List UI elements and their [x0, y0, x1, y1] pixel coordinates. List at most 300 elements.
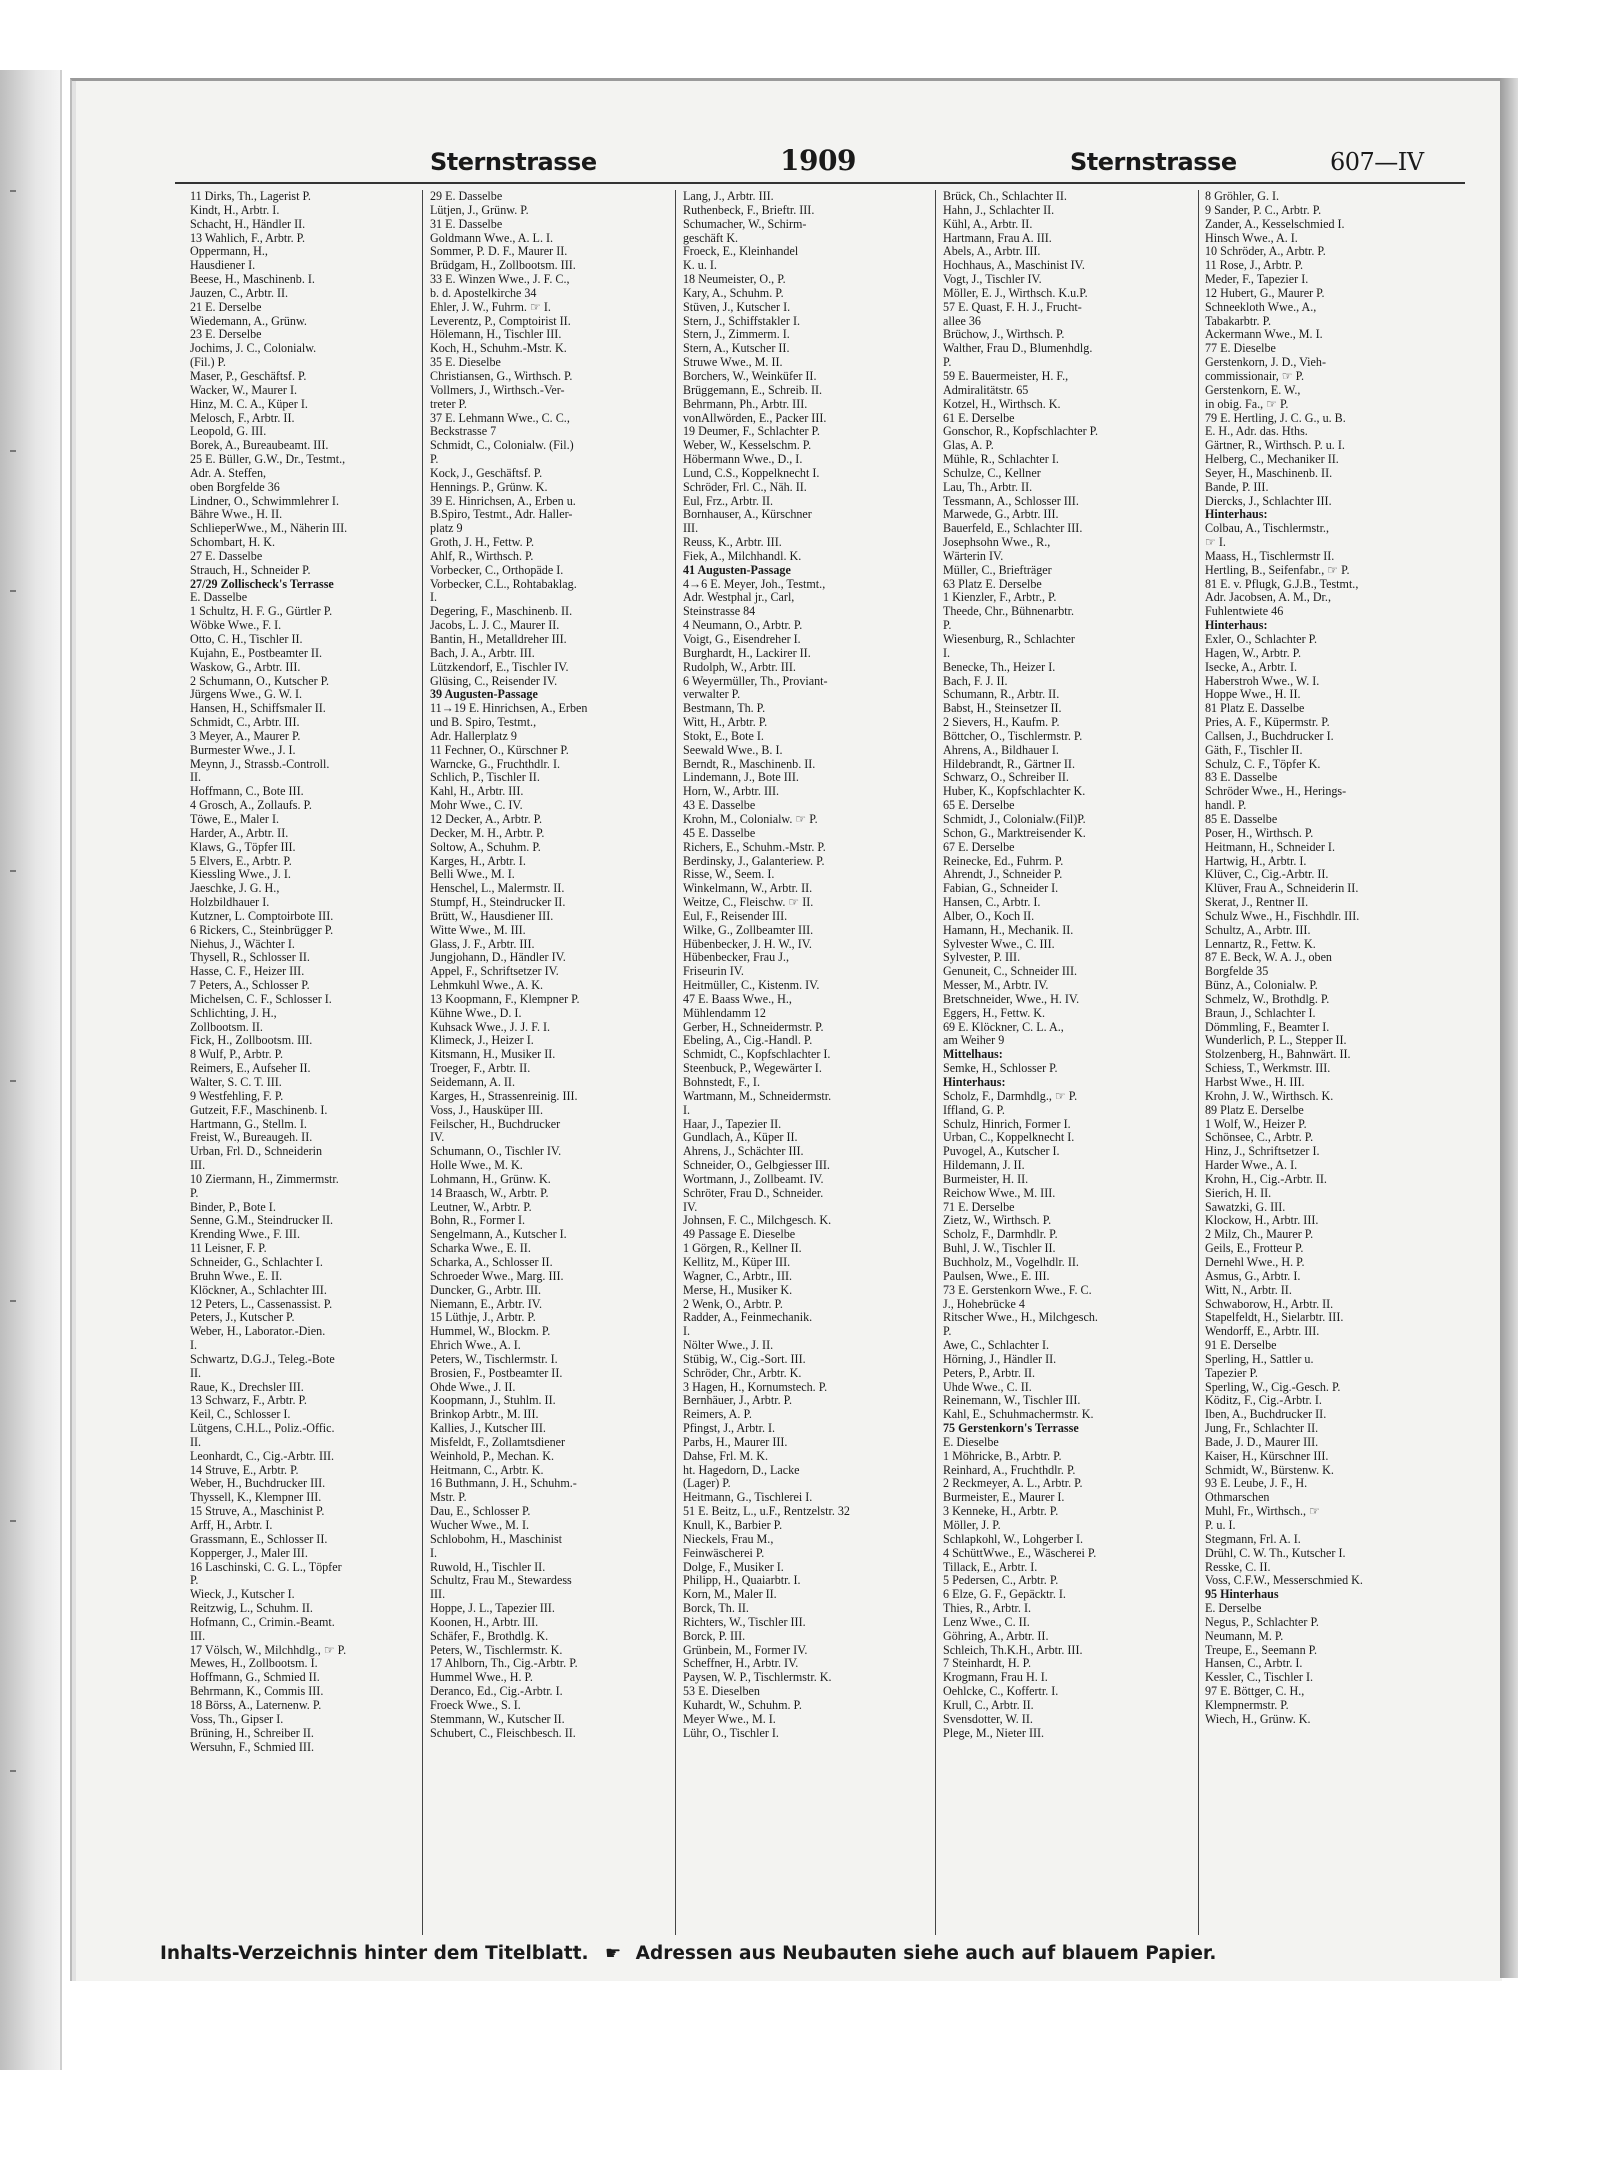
directory-entry: P.: [943, 619, 952, 633]
directory-entry: Hinz, M. C. A., Küper I.: [190, 397, 308, 411]
edge-mark: [10, 1300, 16, 1302]
directory-entry: Beese, H., Maschinenb. I.: [190, 273, 315, 287]
directory-entry: 2 Milz, Ch., Maurer P.: [1205, 1228, 1314, 1242]
directory-entry: II.: [190, 1435, 202, 1449]
directory-entry: Christiansen, G., Wirthsch. P.: [430, 369, 573, 383]
directory-entry: Otto, C. H., Tischler II.: [190, 633, 303, 646]
directory-entry: ht. Hagedorn, D., Lacke: [683, 1463, 800, 1477]
directory-entry: 13 Schwarz, F., Arbtr. P.: [190, 1394, 307, 1408]
directory-entry: II.: [190, 771, 202, 785]
directory-entry: Lennartz, R., Fettw. K.: [1205, 937, 1316, 951]
directory-entry: 7 Peters, A., Schlosser P.: [190, 979, 310, 993]
directory-entry: Weitze, C., Fleischw. ☞ II.: [683, 896, 814, 910]
directory-entry: Walter, S. C. T. III.: [190, 1076, 282, 1089]
directory-entry: Awe, C., Schlachter I.: [943, 1339, 1050, 1353]
directory-entry: II.: [190, 1366, 202, 1380]
directory-entry: Glas, A. P.: [943, 439, 994, 453]
directory-entry: Jungjohann, D., Händler IV.: [430, 951, 566, 965]
directory-entry: Berndt, R., Maschinenb. II.: [683, 757, 816, 771]
directory-entry: Schumann, R., Arbtr. II.: [943, 688, 1060, 702]
directory-entry: 3 Hagen, H., Kornumstech. P.: [683, 1380, 828, 1394]
directory-entry: Sylvester Wwe., C. III.: [943, 937, 1055, 951]
directory-entry: Nieckels, Frau M.,: [683, 1532, 774, 1546]
directory-entry: Schröter, Frau D., Schneider.: [683, 1186, 824, 1200]
directory-entry: Lütgens, C.H.L., Poliz.-Offic.: [190, 1422, 335, 1436]
directory-entry: Witt, N., Arbtr. II.: [1205, 1283, 1292, 1297]
directory-entry: Krull, C., Arbtr. II.: [943, 1698, 1034, 1712]
directory-entry: Hartmann, Frau A. III.: [943, 231, 1052, 245]
directory-entry: Bande, P. III.: [1205, 480, 1269, 494]
directory-entry: Raue, K., Drechsler III.: [190, 1380, 304, 1394]
directory-entry: Leutner, W., Arbtr. P.: [430, 1200, 532, 1214]
directory-entry: Schulze, C., Kellner: [943, 466, 1041, 480]
directory-entry: Bohnstedt, F., I.: [683, 1076, 760, 1089]
directory-entry: Stübig, W., Cig.-Sort. III.: [683, 1352, 806, 1366]
directory-entry: Lindemann, J., Bote III.: [683, 771, 799, 785]
directory-entry: Berdinsky, J., Galanteriew. P.: [683, 854, 825, 868]
directory-entry: Maser, P., Geschäftsf. P.: [190, 369, 307, 383]
directory-entry: Bauerfeld, E., Schlachter III.: [943, 522, 1083, 536]
directory-entry: Brück, Ch., Schlachter II.: [943, 190, 1067, 203]
directory-entry: Kessler, C., Tischler I.: [1205, 1671, 1314, 1685]
directory-entry: Steinstrasse 84: [683, 605, 756, 619]
directory-entry: Behrmann, Ph., Arbtr. III.: [683, 397, 808, 411]
directory-entry: Reimers, A. P.: [683, 1408, 752, 1422]
directory-entry: 89 Platz E. Derselbe: [1205, 1103, 1304, 1117]
directory-entry: geschäft K.: [683, 231, 739, 245]
directory-entry: Henschel, L., Malermstr. II.: [430, 882, 565, 896]
directory-entry: Lohmann, H., Grünw. K.: [430, 1172, 551, 1186]
directory-entry: Semke, H., Schlosser P.: [943, 1062, 1058, 1076]
directory-entry: Senne, G.M., Steindrucker II.: [190, 1214, 334, 1228]
directory-entry: Reinhard, A., Fruchthdlr. P.: [943, 1463, 1076, 1477]
directory-entry: Klüver, Frau A., Schneiderin II.: [1205, 882, 1359, 896]
directory-entry: Wortmann, J., Zollbeamt. IV.: [683, 1172, 824, 1186]
directory-entry: Brinkop Arbtr., M. III.: [430, 1408, 539, 1422]
directory-entry: Gundlach, A., Küper II.: [683, 1131, 798, 1145]
directory-entry: Weber, W., Kesselschm. P.: [683, 439, 812, 453]
directory-entry: 2 Reckmeyer, A. L., Arbtr. P.: [943, 1477, 1083, 1491]
directory-entry: Stegmann, Frl. A. I.: [1205, 1532, 1301, 1546]
directory-entry: Harbst Wwe., H. III.: [1205, 1076, 1305, 1089]
directory-entry: Klockow, H., Arbtr. III.: [1205, 1214, 1319, 1228]
directory-entry: Höbermann Wwe., D., I.: [683, 453, 803, 467]
directory-entry: Schulz Wwe., H., Fischhdlr. III.: [1205, 909, 1360, 923]
directory-entry: Burmester Wwe., J. I.: [190, 743, 296, 757]
directory-entry: 8 Gröhler, G. I.: [1205, 190, 1280, 203]
directory-entry: Richters, W., Tischler III.: [683, 1615, 806, 1629]
directory-entry: 10 Ziermann, H., Zimmermstr.: [190, 1172, 339, 1186]
directory-entry: Iffland, G. P.: [943, 1103, 1005, 1117]
directory-entry: Schneider, G., Schlachter I.: [190, 1255, 323, 1269]
directory-entry: 23 E. Derselbe: [190, 328, 262, 342]
directory-entry: 93 E. Leube, J. F., H.: [1205, 1477, 1308, 1491]
directory-entry: Keil, C., Schlosser I.: [190, 1408, 291, 1422]
directory-entry: Karges, H., Arbtr. I.: [430, 854, 526, 868]
directory-entry: 11→19 E. Hinrichsen, A., Erben: [430, 702, 588, 716]
directory-entry: Harder, A., Arbtr. II.: [190, 826, 289, 840]
directory-entry: 63 Platz E. Derselbe: [943, 577, 1042, 591]
directory-entry: 12 Decker, A., Arbtr. P.: [430, 812, 543, 826]
directory-entry: Diercks, J., Schlachter III.: [1205, 494, 1332, 508]
directory-entry: Mewes, H., Zollbootsm. I.: [190, 1657, 318, 1671]
directory-entry: Steenbuck, P., Wegewärter I.: [683, 1062, 822, 1076]
directory-entry: 47 E. Baass Wwe., H.,: [683, 992, 792, 1006]
directory-entry: 83 E. Dasselbe: [1205, 771, 1278, 785]
directory-entry: Kallies, J., Kutscher III.: [430, 1422, 546, 1436]
directory-entry: Fick, H., Zollbootsm. III.: [190, 1034, 313, 1048]
directory-entry: Möller, J. P.: [943, 1519, 1001, 1532]
directory-entry: Mohr Wwe., C. IV.: [430, 799, 523, 813]
directory-entry: 4 SchüttWwe., E., Wäscherei P.: [943, 1546, 1097, 1560]
directory-entry: Vollmers, J., Wirthsch.-Ver-: [430, 383, 565, 397]
directory-entry: Vorbecker, C., Orthopäde I.: [430, 563, 564, 577]
directory-entry: Eul, F., Reisender III.: [683, 909, 788, 923]
directory-entry: Klöckner, A., Schlachter III.: [190, 1283, 327, 1297]
directory-entry: Knull, K., Barbier P.: [683, 1519, 783, 1532]
directory-entry: Ahrendt, J., Schneider P.: [943, 868, 1063, 882]
directory-entry: Schultz, A., Arbtr. III.: [1205, 923, 1311, 937]
directory-entry: Stumpf, H., Steindrucker II.: [430, 896, 566, 910]
directory-entry: Maass, H., Tischlermstr II.: [1205, 549, 1335, 563]
directory-entry: Ruthenbeck, F., Brieftr. III.: [683, 203, 815, 217]
directory-entry: 45 E. Dasselbe: [683, 826, 756, 840]
directory-entry: E. H., Adr. das. Hths.: [1205, 425, 1308, 439]
directory-entry: P.: [190, 1186, 199, 1200]
directory-entry: Skerat, J., Rentner II.: [1205, 896, 1309, 910]
directory-entry: Bähre Wwe., H. II.: [190, 508, 283, 522]
directory-entry: Schulz, Hinrich, Former I.: [943, 1117, 1071, 1131]
directory-entry: 27 E. Dasselbe: [190, 549, 263, 563]
directory-entry: Lau, Th., Arbtr. II.: [943, 480, 1033, 494]
directory-entry: Kary, A., Schuhm. P.: [683, 286, 784, 300]
directory-entry: Ebeling, A., Cig.-Handl. P.: [683, 1034, 813, 1048]
directory-entry: Richers, E., Schuhm.-Mstr. P.: [683, 840, 826, 854]
directory-entry: Hübenbecker, Frau J.,: [683, 951, 789, 965]
directory-entry: 17 Völsch, W., Milchhdlg., ☞ P.: [190, 1643, 347, 1657]
directory-entry: Hertling, B., Seifenfabr., ☞ P.: [1205, 563, 1350, 577]
directory-entry: treter P.: [430, 397, 467, 411]
directory-entry: b. d. Apostelkirche 34: [430, 286, 537, 300]
directory-entry: Schmidt, W., Bürstenw. K.: [1205, 1463, 1334, 1477]
directory-entry: Binder, P., Bote I.: [190, 1200, 276, 1214]
directory-entry: Korn, M., Maler II.: [683, 1588, 777, 1602]
directory-entry: Schon, G., Marktreisender K.: [943, 826, 1086, 840]
directory-entry: Ackermann Wwe., M. I.: [1205, 328, 1323, 342]
directory-entry: Voss, J., Hausküper III.: [430, 1103, 543, 1117]
directory-entry: Borgfelde 35: [1205, 965, 1269, 979]
directory-entry: Hausdiener I.: [190, 259, 256, 273]
directory-entry: Schlobohm, H., Maschinist: [430, 1532, 563, 1546]
directory-entry: Hoppe, J. L., Tapezier III.: [430, 1602, 555, 1616]
directory-entry: Resske, C. II.: [1205, 1560, 1271, 1574]
directory-entry: 14 Struve, E., Arbtr. P.: [190, 1463, 299, 1477]
directory-entry: Othmarschen: [1205, 1491, 1270, 1505]
page-number: 607—IV: [1330, 148, 1424, 176]
directory-entry: Friseurin IV.: [683, 965, 744, 979]
directory-entry: Adr. A. Steffen,: [190, 466, 267, 480]
directory-entry: Stüven, J., Kutscher I.: [683, 300, 791, 314]
directory-entry: Grünbein, M., Former IV.: [683, 1643, 808, 1657]
directory-entry: 65 E. Derselbe: [943, 799, 1015, 813]
directory-entry: Buhl, J. W., Tischler II.: [943, 1242, 1056, 1256]
directory-entry: Gutzeit, F.F., Maschinenb. I.: [190, 1103, 328, 1117]
directory-entry: Schmidt, J., Colonialw.(Fil)P.: [943, 812, 1086, 826]
directory-entry: III.: [190, 1159, 206, 1173]
directory-entry: Koonen, H., Arbtr. III.: [430, 1615, 539, 1629]
directory-entry: Kahl, H., Arbtr. III.: [430, 785, 524, 799]
directory-entry: Dolge, F., Musiker I.: [683, 1560, 784, 1574]
directory-entry: Merse, H., Musiker K.: [683, 1283, 793, 1297]
directory-entry: 29 E. Dasselbe: [430, 190, 503, 203]
directory-entry: Kindt, H., Arbtr. I.: [190, 203, 280, 217]
directory-entry: 11 Dirks, Th., Lagerist P.: [190, 190, 311, 203]
directory-entry: handl. P.: [1205, 799, 1247, 813]
directory-entry: Voss, Th., Gipser I.: [190, 1712, 284, 1726]
directory-entry: Messer, M., Arbtr. IV.: [943, 979, 1049, 993]
directory-entry: 9 Sander, P. C., Arbtr. P.: [1205, 203, 1322, 217]
directory-entry: 57 E. Quast, F. H. J., Frucht-: [943, 300, 1082, 314]
directory-entry: P.: [943, 1325, 952, 1339]
directory-entry: Bohn, R., Former I.: [430, 1214, 526, 1228]
directory-entry: 3 Meyer, A., Maurer P.: [190, 729, 301, 743]
directory-entry: IV.: [683, 1200, 698, 1214]
directory-entry: Stapelfeldt, H., Sielarbtr. III.: [1205, 1311, 1344, 1325]
directory-entry: Schmidt, C., Kopfschlachter I.: [683, 1048, 831, 1062]
directory-entry: Isecke, A., Arbtr. I.: [1205, 660, 1298, 674]
directory-entry: und B. Spiro, Testmt.,: [430, 716, 537, 730]
directory-entry: Krohn, M., Colonialw. ☞ P.: [683, 812, 818, 826]
directory-entry: Hennings. P., Grünw. K.: [430, 480, 548, 494]
directory-entry: 19 Deumer, F., Schlachter P.: [683, 425, 820, 439]
directory-entry: Wagner, C., Arbtr., III.: [683, 1269, 793, 1283]
directory-entry: Meyer Wwe., M. I.: [683, 1712, 776, 1726]
directory-entry: ☞ I.: [1205, 536, 1226, 550]
directory-entry: Wilke, G., Zollbeamter III.: [683, 923, 814, 937]
directory-entry: Froeck Wwe., S. I.: [430, 1698, 521, 1712]
directory-entry: I.: [683, 1103, 691, 1117]
directory-entry: Michelsen, C. F., Schlosser I.: [190, 992, 332, 1006]
directory-entry: 95 Hinterhaus: [1205, 1588, 1279, 1602]
directory-entry: Hübenbecker, J. H. W., IV.: [683, 937, 812, 951]
directory-entry: Gerstenkorn, E. W.,: [1205, 383, 1301, 397]
directory-entry: Wendorff, E., Arbtr. III.: [1205, 1325, 1320, 1339]
directory-entry: Fuhlentwiete 46: [1205, 605, 1284, 619]
directory-entry: Ruwold, H., Tischler II.: [430, 1560, 546, 1574]
directory-entry: Marwede, G., Arbtr. III.: [943, 508, 1059, 522]
directory-entry: Gerber, H., Schneidermstr. P.: [683, 1020, 824, 1034]
directory-entry: Puvogel, A., Kutscher I.: [943, 1145, 1060, 1159]
footer-note-index: Inhalts-Verzeichnis hinter dem Titelblatt.: [160, 1943, 589, 1964]
directory-entry: Scholz, F., Darmhdlr. P.: [943, 1228, 1058, 1242]
directory-entry: Buchholz, M., Vogelhdlr. II.: [943, 1255, 1079, 1269]
directory-entry: Theede, Chr., Bühnenarbtr.: [943, 605, 1074, 619]
directory-entry: Jochims, J. C., Colonialw.: [190, 342, 317, 356]
directory-entry: Urban, C., Koppelknecht I.: [943, 1131, 1075, 1145]
directory-entry: Vorbecker, C.L., Rohtabaklag.: [430, 577, 577, 591]
directory-entry: Kellitz, M., Küper III.: [683, 1255, 791, 1269]
directory-entry: Hartmann, G., Stellm. I.: [190, 1117, 307, 1131]
edge-mark: [10, 1080, 16, 1082]
directory-entry: Exler, O., Schlachter P.: [1205, 633, 1318, 646]
directory-entry: 59 E. Bauermeister, H. F.,: [943, 369, 1069, 383]
directory-entry: 87 E. Beck, W. A. J., oben: [1205, 951, 1332, 965]
directory-entry: Hansen, H., Schiffsmaler II.: [190, 702, 326, 716]
directory-entry: Froeck, E., Kleinhandel: [683, 245, 799, 259]
directory-entry: Krohn, J. W., Wirthsch. K.: [1205, 1089, 1334, 1103]
page-header: [100, 142, 1480, 186]
directory-entry: Dernehl Wwe., H. P.: [1205, 1255, 1305, 1269]
year: 1909: [780, 144, 856, 177]
directory-entry: Behrmann, K., Commis III.: [190, 1685, 324, 1699]
directory-entry: 2 Wenk, O., Arbtr. P.: [683, 1297, 783, 1311]
directory-entry: P.: [190, 1574, 199, 1588]
directory-entry: Hölemann, H., Tischler III.: [430, 328, 562, 342]
directory-entry: 73 E. Gerstenkorn Wwe., F. C.: [943, 1283, 1092, 1297]
directory-entry: Brütt, W., Hausdiener III.: [430, 909, 554, 923]
directory-entry: I.: [430, 591, 438, 605]
directory-entry: 69 E. Klöckner, C. L. A.,: [943, 1020, 1064, 1034]
directory-entry: Troeger, F., Arbtr. II.: [430, 1062, 531, 1076]
directory-entry: Josephsohn Wwe., R.,: [943, 536, 1051, 550]
directory-entry: Leopold, G. III.: [190, 425, 267, 439]
directory-entry: Heitmann, H., Schneider I.: [1205, 840, 1335, 854]
directory-entry: Treupe, E., Seemann P.: [1205, 1643, 1318, 1657]
directory-entry: Schulz, C. F., Töpfer K.: [1205, 757, 1321, 771]
directory-entry: 39 Augusten-Passage: [430, 688, 538, 702]
directory-entry: Hildemann, J. II.: [943, 1159, 1025, 1173]
directory-entry: Eul, Frz., Arbtr. II.: [683, 494, 774, 508]
column-5: [1205, 190, 1447, 1935]
directory-entry: Kaiser, H., Kürschner III.: [1205, 1449, 1329, 1463]
directory-entry: Niemann, E., Arbtr. IV.: [430, 1297, 542, 1311]
directory-entry: Harder Wwe., A. I.: [1205, 1159, 1298, 1173]
directory-entry: 71 E. Derselbe: [943, 1200, 1015, 1214]
directory-entry: 13 Wahlich, F., Arbtr. P.: [190, 231, 306, 245]
directory-entry: Kotzel, H., Wirthsch. K.: [943, 397, 1061, 411]
directory-entry: Gärtner, R., Wirthsch. P. u. I.: [1205, 439, 1345, 453]
directory-entry: Lehmkuhl Wwe., A. K.: [430, 979, 543, 993]
directory-entry: Wucher Wwe., M. I.: [430, 1519, 530, 1532]
directory-entry: Hasse, C. F., Heizer III.: [190, 965, 305, 979]
directory-entry: Lenz Wwe., C. II.: [943, 1615, 1030, 1629]
directory-entry: platz 9: [430, 522, 463, 536]
directory-entry: Thies, R., Arbtr. I.: [943, 1602, 1032, 1616]
directory-entry: Adr. Westphal jr., Carl,: [683, 591, 795, 605]
column-divider: [1198, 190, 1199, 1935]
directory-entry: Sommer, P. D. F., Maurer II.: [430, 245, 568, 259]
directory-entry: Soltow, A., Schuhm. P.: [430, 840, 541, 854]
directory-entry: Wunderlich, P. L., Stepper II.: [1205, 1034, 1347, 1048]
directory-entry: 17 Ahlborn, Th., Cig.-Arbtr. P.: [430, 1657, 578, 1671]
directory-entry: Bade, J. D., Maurer III.: [1205, 1435, 1319, 1449]
directory-entry: 5 Elvers, E., Arbtr. P.: [190, 854, 292, 868]
directory-entry: Reichow Wwe., M. III.: [943, 1186, 1056, 1200]
directory-entry: Lütjen, J., Grünw. P.: [430, 203, 529, 217]
directory-entry: Gäth, F., Tischler II.: [1205, 743, 1303, 757]
directory-entry: Stern, A., Kutscher II.: [683, 342, 790, 356]
directory-entry: 11 Fechner, O., Kürschner P.: [430, 743, 569, 757]
directory-entry: 2 Schumann, O., Kutscher P.: [190, 674, 330, 688]
column-2: [430, 190, 666, 1935]
directory-entry: Seidemann, A. II.: [430, 1076, 515, 1089]
directory-entry: Reinecke, Ed., Fuhrm. P.: [943, 854, 1064, 868]
directory-entry: Heitmann, C., Arbtr. K.: [430, 1463, 544, 1477]
directory-entry: Seewald Wwe., B. I.: [683, 743, 783, 757]
directory-entry: 1 Schultz, H. F. G., Gürtler P.: [190, 605, 333, 619]
directory-entry: Schmidt, C., Colonialw. (Fil.): [430, 439, 574, 453]
directory-entry: Adr. Hallerplatz 9: [430, 729, 517, 743]
directory-entry: 7 Steinhardt, H. P.: [943, 1657, 1032, 1671]
directory-entry: commissionair, ☞ P.: [1205, 369, 1305, 383]
directory-entry: 2 Sievers, H., Kaufm. P.: [943, 716, 1060, 730]
directory-entry: E. Dieselbe: [943, 1435, 999, 1449]
directory-entry: Wiedemann, A., Grünw.: [190, 314, 307, 328]
directory-entry: 14 Braasch, W., Arbtr. P.: [430, 1186, 549, 1200]
directory-entry: Zietz, W., Wirthsch. P.: [943, 1214, 1052, 1228]
directory-entry: Hinsch Wwe., A. I.: [1205, 231, 1298, 245]
directory-entry: Brüning, H., Schreiber II.: [190, 1726, 314, 1740]
directory-entry: Schultz, Frau M., Stewardess: [430, 1574, 572, 1588]
directory-entry: SchlieperWwe., M., Näherin III.: [190, 522, 348, 536]
directory-entry: Müller, C., Briefträger: [943, 563, 1052, 577]
directory-entry: Köditz, F., Cig.-Arbtr. I.: [1205, 1394, 1322, 1408]
directory-entry: Glass, J. F., Arbtr. III.: [430, 937, 535, 951]
directory-entry: Asmus, G., Arbtr. I.: [1205, 1269, 1301, 1283]
directory-entry: Mstr. P.: [430, 1491, 467, 1505]
directory-entry: Feilscher, H., Buchdrucker: [430, 1117, 561, 1131]
directory-entry: 41 Augusten-Passage: [683, 563, 791, 577]
directory-entry: Schubert, C., Fleischbesch. II.: [430, 1726, 576, 1740]
directory-entry: Schlapkohl, W., Lohgerber I.: [943, 1532, 1084, 1546]
directory-entry: Tessmann, A., Schlosser III.: [943, 494, 1079, 508]
directory-entry: Ohde Wwe., J. II.: [430, 1380, 516, 1394]
directory-entry: Drühl, C. W. Th., Kutscher I.: [1205, 1546, 1346, 1560]
directory-entry: Eggers, H., Fettw. K.: [943, 1006, 1045, 1020]
directory-entry: 11 Rose, J., Arbtr. P.: [1205, 259, 1303, 273]
directory-entry: Brüdgam, H., Zollbootsm. III.: [430, 259, 576, 273]
directory-entry: Pfingst, J., Arbtr. I.: [683, 1422, 776, 1436]
directory-entry: 91 E. Derselbe: [1205, 1339, 1277, 1353]
directory-entry: 21 E. Derselbe: [190, 300, 262, 314]
directory-entry: Klimeck, J., Heizer I.: [430, 1034, 534, 1048]
directory-entry: Weinhold, P., Mechan. K.: [430, 1449, 554, 1463]
directory-entry: Witt, H., Arbtr. P.: [683, 716, 768, 730]
directory-entry: Töwe, E., Maler I.: [190, 812, 279, 826]
directory-entry: Krogmann, Frau H. I.: [943, 1671, 1048, 1685]
directory-entry: Schönsee, C., Arbtr. P.: [1205, 1131, 1314, 1145]
directory-entry: Schwartz, D.G.J., Teleg.-Bote: [190, 1352, 335, 1366]
directory-entry: Wersuhn, F., Schmied III.: [190, 1740, 315, 1754]
directory-entry: Thyssell, K., Klempner III.: [190, 1491, 322, 1505]
directory-entry: 15 Struve, A., Maschinist P.: [190, 1505, 325, 1519]
directory-entry: Lindner, O., Schwimmlehrer I.: [190, 494, 339, 508]
directory-entry: Schmelz, W., Brothdlg. P.: [1205, 992, 1330, 1006]
directory-entry: Kuhsack Wwe., J. J. F. I.: [430, 1020, 551, 1034]
directory-entry: Hamann, H., Mechanik. II.: [943, 923, 1074, 937]
directory-entry: 8 Wulf, P., Arbtr. P.: [190, 1048, 284, 1062]
directory-entry: Dömmling, F., Beamter I.: [1205, 1020, 1330, 1034]
column-1: [190, 190, 406, 1935]
directory-entry: Klüver, C., Cig.-Arbtr. II.: [1205, 868, 1329, 882]
directory-entry: 49 Passage E. Dieselbe: [683, 1228, 796, 1242]
directory-entry: Bretschneider, Wwe., H. IV.: [943, 992, 1080, 1006]
directory-entry: Lang, J., Arbtr. III.: [683, 190, 774, 203]
directory-entry: 4 Neumann, O., Arbtr. P.: [683, 619, 803, 633]
directory-entry: Hörning, J., Händler II.: [943, 1352, 1057, 1366]
directory-entry: Scholz, F., Darmhdlg., ☞ P.: [943, 1089, 1078, 1103]
directory-entry: in obig. Fa., ☞ P.: [1205, 397, 1289, 411]
